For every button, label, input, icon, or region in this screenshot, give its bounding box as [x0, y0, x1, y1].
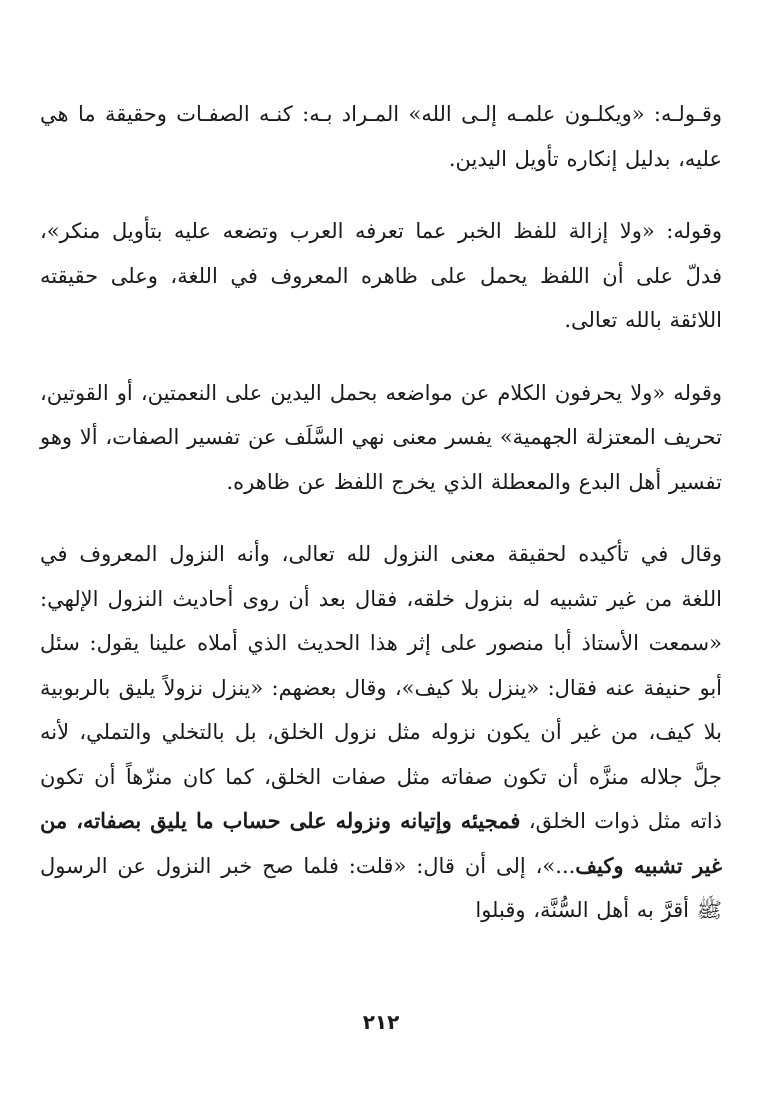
paragraph-4-text-start: وقال في تأكيده لحقيقة معنى النزول لله تعالى، وأنه النزول المعروف في اللغة من غير تشبيه له بنزول خلقه، فقال بعد أن روى أحاديث النزول الإلهي: «سمعت الأستاذ أبا منصور على إثر هذا الحديث الذي أملاه علينا يقول: سئل أبو حنيفة عنه فقال: «ينزل بلا كيف»، وقال بعضهم: «ينزل نزولاً يليق بالربوبية بلا كيف، من غير أن يكون نزوله مثل نزول الخلق، بل بالتخلي والتملي، لأنه جلَّ جلاله منزَّه أن تكون صفاته مثل صفات الخلق، كما كان منزّهاً أن تكون ذاته مثل ذوات الخلق،: [40, 542, 723, 833]
paragraph-4: [40, 532, 722, 933]
paragraph-4-bold-text: فمجيئه وإتيانه ونزوله على حساب ما يليق بصفاته، من غير تشبيه وكيف: [40, 808, 722, 878]
page-number: ٢١٢: [362, 1010, 400, 1034]
page-body: [40, 92, 722, 961]
paragraph-3: وقوله «ولا يحرفون الكلام عن مواضعه بحمل اليدين على النعمتين، أو القوتين، تحريف المعتزلة الجهمية» يفسر معنى نهي السَّلَف عن تفسير الصفات، ألا وهو تفسير أهل البدع والمعطلة الذي يخرج اللفظ عن ظاهره.: [40, 380, 722, 494]
paragraph-1: وقـولـه: «ويكلـون علمـه إلـى الله» المـراد بـه: كنـه الصفـات وحقيقة ما هي عليه، بدليل إنكاره تأويل اليدين.: [40, 102, 722, 171]
paragraph-4-text-end: ...»، إلى أن قال: «قلت: فلما صح خبر النزول عن الرسول ﷺ أقرَّ به أهل السُّنَّة، وقبلوا: [40, 853, 722, 922]
paragraph-2: وقوله: «ولا إزالة للفظ الخبر عما تعرفه العرب وتضعه عليه بتأويل منكر»، فدلّ على أن اللفظ يحمل على ظاهره المعروف في اللغة، وعلى حقيقته اللائقة بالله تعالى.: [40, 219, 722, 332]
